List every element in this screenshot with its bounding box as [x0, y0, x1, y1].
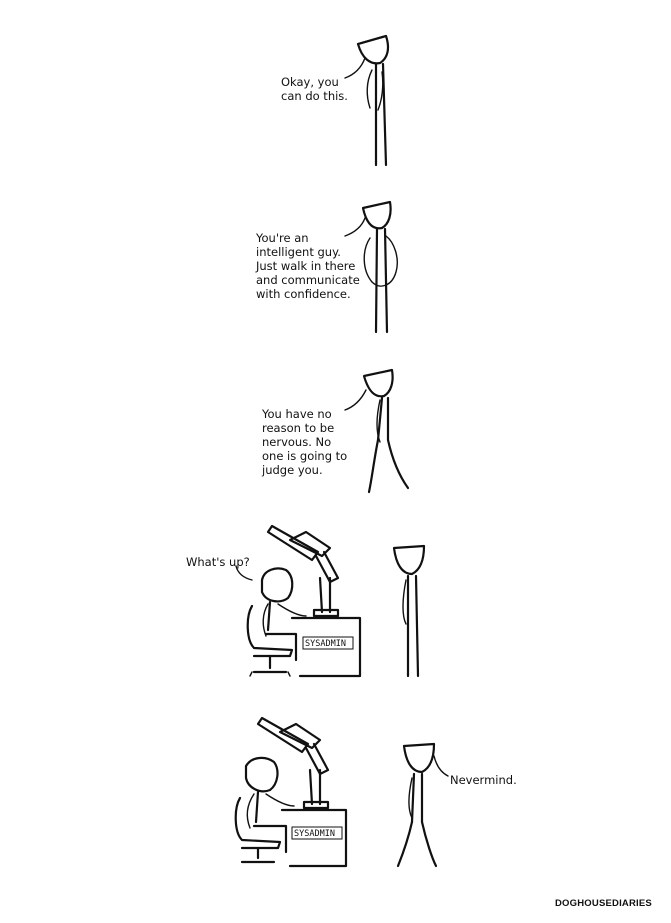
speech-text: What's up? [186, 555, 250, 569]
speech-tail [345, 58, 365, 78]
desk-lamp [268, 526, 338, 616]
speech-tail [345, 390, 366, 410]
desk [282, 810, 346, 866]
speech-text: You have no reason to be nervous. No one is going to judge you. [262, 407, 348, 477]
panel-5 [236, 718, 517, 866]
desk-label: SYSADMIN [305, 639, 346, 649]
speech-text: Okay, you can do this. [281, 75, 348, 103]
panel-1 [281, 36, 388, 165]
panel-2 [255, 202, 397, 332]
speech-text: You're an intelligent guy. Just walk in there and communicate with confidence. [256, 231, 360, 301]
stick-figure-walking [398, 744, 436, 866]
speech-tail [345, 218, 365, 236]
panel-3 [261, 370, 408, 492]
desk-label: SYSADMIN [294, 829, 335, 839]
stick-figure [358, 36, 388, 165]
stick-figure-walking [364, 370, 408, 492]
speech-tail [434, 756, 448, 776]
credit-text: DOGHOUSEDIARIES [555, 898, 652, 909]
stick-figure [363, 202, 397, 332]
sysadmin-figure [248, 568, 306, 676]
stick-figure [394, 546, 424, 676]
panel-4 [186, 526, 424, 676]
desk-lamp [258, 718, 328, 808]
desk [292, 618, 360, 676]
speech-text: Nevermind. [450, 773, 517, 787]
